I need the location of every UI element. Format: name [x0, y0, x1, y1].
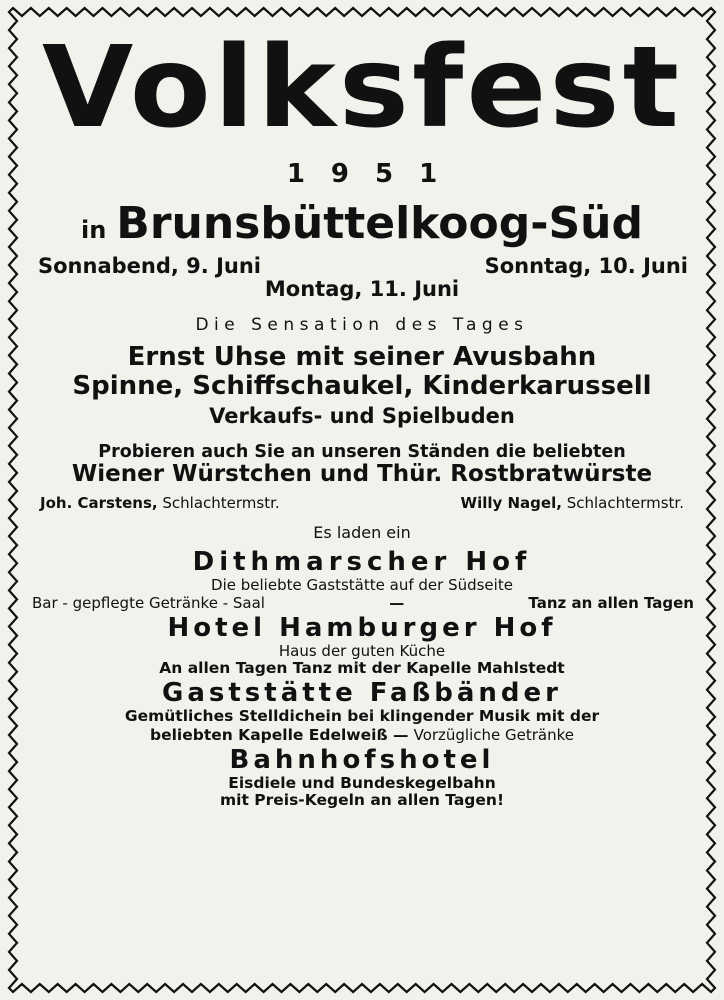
venue-dithmarscher-hof: Dithmarscher Hof	[192, 546, 532, 577]
venue-fassbaender-drinks: Vorzügliche Getränke	[413, 725, 575, 744]
venue-fassbaender: Gaststätte Faßbänder	[162, 678, 562, 709]
butcher-carstens	[40, 494, 280, 512]
sensation-heading: Die Sensation des Tages	[195, 314, 529, 335]
attraction-rides: Spinne, Schiffschaukel, Kinderkarussell	[72, 371, 652, 402]
venue-fassbaender-line2	[30, 726, 694, 744]
venue-dithmarscher-dash: —	[389, 593, 405, 612]
date-saturday: Sonnabend, 9. Juni	[38, 254, 261, 279]
ad-content	[30, 22, 694, 810]
butcher-nagel	[461, 494, 684, 512]
stands-sausages: Wiener Würstchen und Thür. Rostbratwürste	[71, 461, 653, 488]
ad-year: 1951	[286, 159, 464, 189]
venue-bahnhofshotel: Bahnhofshotel	[229, 744, 495, 775]
place-name: Brunsbüttelkoog-Süd	[116, 198, 643, 250]
butcher-nagel-title: Schlachtermstr.	[566, 494, 684, 512]
date-sunday: Sonntag, 10. Juni	[484, 254, 688, 279]
attraction-booths: Verkaufs- und Spielbuden	[209, 404, 515, 429]
venue-dithmarscher-line1: Die beliebte Gaststätte auf der Südseite	[211, 576, 513, 595]
venue-fassbaender-band: beliebten Kapelle Edelweiß —	[149, 725, 409, 744]
venue-dithmarscher-dance: Tanz an allen Tagen	[528, 593, 694, 612]
stands-intro: Probieren auch Sie an unseren Ständen die beliebten	[98, 441, 626, 462]
butcher-carstens-name: Joh. Carstens,	[40, 494, 158, 512]
venue-dithmarscher-line2	[30, 594, 694, 612]
butcher-nagel-name: Willy Nagel,	[460, 494, 562, 512]
venue-dithmarscher-bar: Bar - gepflegte Getränke - Saal	[32, 593, 265, 612]
venue-bahnhofshotel-line2: mit Preis-Kegeln an allen Tagen!	[219, 791, 505, 810]
invite-line: Es laden ein	[313, 523, 411, 542]
ad-place	[30, 199, 694, 248]
venue-fassbaender-line1: Gemütliches Stelldichein bei klingender Musik mit der	[124, 707, 600, 726]
dates-row	[30, 254, 694, 278]
venue-hamburger-hof: Hotel Hamburger Hof	[167, 612, 557, 643]
butchers-row	[30, 494, 694, 512]
butcher-carstens-title: Schlachtermstr.	[162, 494, 280, 512]
venue-hamburger-line1: Haus der guten Küche	[278, 641, 446, 660]
date-monday: Montag, 11. Juni	[264, 277, 460, 302]
venue-hamburger-line2: An allen Tagen Tanz mit der Kapelle Mahlstedt	[159, 658, 565, 677]
place-prefix: in	[80, 216, 107, 245]
attraction-avusbahn: Ernst Uhse mit seiner Avusbahn	[127, 341, 597, 372]
ad-title: Volksfest	[41, 21, 683, 153]
venue-bahnhofshotel-line1: Eisdiele und Bundeskegelbahn	[228, 774, 496, 793]
